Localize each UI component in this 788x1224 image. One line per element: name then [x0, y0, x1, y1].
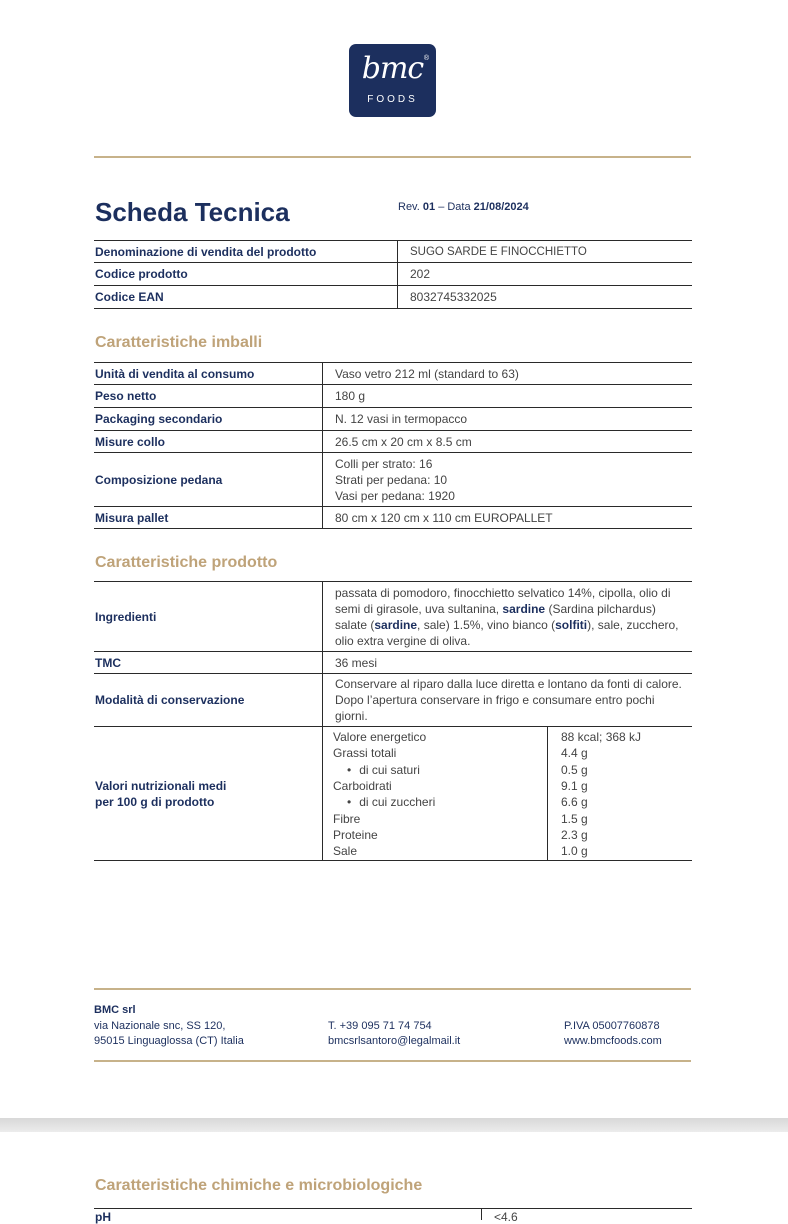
row-value: Conservare al riparo dalla luce diretta e lontano da fonti di calore. Dopo l’apertura conservare in frigo e consumare entro pochi giorni.: [323, 674, 693, 727]
header-divider: [94, 156, 691, 158]
table-row: [94, 507, 692, 529]
footer-divider-bottom: [94, 1060, 691, 1062]
nutrition-name: Carboidrati: [333, 778, 392, 793]
table-row: [94, 453, 692, 507]
footer-address-line: via Nazionale snc, SS 120,: [94, 1020, 226, 1032]
row-value: 36 mesi: [323, 652, 693, 674]
table-row: [94, 431, 692, 453]
table-row: [94, 286, 692, 309]
nutrition-names: [321, 727, 547, 861]
document-page-2: [0, 1132, 788, 1224]
table-row: [94, 652, 692, 674]
ingredients-text: passata di pomodoro, finocchietto selvatico 14%, cipolla, olio di semi di girasole, uva sultanina,: [335, 585, 671, 616]
nutrition-label-line: Valori nutrizionali medi: [95, 778, 227, 793]
page-separator: [0, 1118, 788, 1132]
row-value: SUGO SARDE E FINOCCHIETTO: [398, 241, 693, 263]
table-top-border: [94, 1208, 692, 1209]
ingredients-text: ), sale, zucchero, olio extra vergine di oliva.: [335, 617, 679, 648]
date-prefix: – Data: [438, 201, 471, 213]
product-info-table: [94, 240, 692, 309]
row-label: pH: [95, 1210, 111, 1224]
allergen-text: sardine: [374, 617, 418, 632]
logo-brand: bmc: [361, 51, 424, 86]
nutrition-name: Valore energetico: [333, 730, 427, 744]
page-title: Scheda Tecnica: [95, 197, 290, 227]
nutrition-values: [547, 727, 693, 861]
row-value: 80 cm x 120 cm x 110 cm EUROPALLET: [323, 507, 693, 529]
nutrition-value: 4.4 g: [561, 746, 588, 761]
row-label: Unità di vendita al consumo: [94, 363, 323, 385]
ingredients-value: [323, 582, 693, 652]
nutrition-value: 1.0 g: [561, 844, 588, 859]
rev-prefix: Rev.: [398, 201, 420, 213]
row-label: Misura pallet: [94, 507, 323, 529]
logo-registered-mark: ®: [423, 55, 429, 62]
row-label: Ingredienti: [94, 582, 323, 652]
pallet-line: Colli per strato: 16: [335, 456, 433, 471]
pallet-line: Vasi per pedana: 1920: [335, 488, 455, 503]
row-label: Codice prodotto: [94, 263, 398, 286]
nutrition-value: 2.3 g: [561, 827, 588, 842]
row-label: Packaging secondario: [94, 408, 323, 431]
row-label: [94, 727, 323, 861]
nutrition-value: 6.6 g: [561, 795, 588, 810]
row-label: TMC: [94, 652, 323, 674]
row-value: 26.5 cm x 20 cm x 8.5 cm: [323, 431, 693, 453]
bullet-icon: •: [347, 762, 352, 777]
bullet-icon: •: [347, 795, 352, 810]
nutrition-name: Proteine: [333, 827, 378, 842]
rev-number: 01: [422, 201, 436, 213]
nutrition-label-line: per 100 g di prodotto: [95, 794, 215, 809]
footer-website[interactable]: www.bmcfoods.com: [564, 1035, 662, 1047]
ingredients-text: (Sardina pilchardus) salate (: [335, 601, 656, 632]
bmc-foods-logo: [349, 44, 436, 117]
footer-vat: P.IVA 05007760878: [564, 1020, 660, 1032]
row-value: 8032745332025: [398, 286, 693, 309]
table-row: [94, 363, 692, 385]
ingredients-text: , sale) 1.5%, vino bianco (: [417, 617, 556, 632]
row-value: <4.6: [494, 1210, 518, 1224]
row-label: Denominazione di vendita del prodotto: [94, 241, 398, 263]
logo-sub: FOODS: [367, 94, 418, 105]
row-value: [323, 453, 693, 507]
nutrition-name: • di cui saturi: [347, 762, 420, 777]
row-label: Codice EAN: [94, 286, 398, 309]
nutrition-name: Fibre: [333, 811, 361, 826]
table-row: [94, 408, 692, 431]
row-value: 202: [398, 263, 693, 286]
section-title-product: Caratteristiche prodotto: [95, 554, 278, 571]
row-label: Composizione pedana: [94, 453, 323, 507]
packaging-table: [94, 362, 692, 529]
row-value: N. 12 vasi in termopacco: [323, 408, 693, 431]
row-value: 180 g: [323, 385, 693, 408]
footer-email[interactable]: bmcsrlsantoro@legalmail.it: [328, 1035, 461, 1047]
allergen-text: sardine: [502, 601, 546, 616]
row-label: Peso netto: [94, 385, 323, 408]
row-value: Vaso vetro 212 ml (standard to 63): [323, 363, 693, 385]
nutrition-value: 1.5 g: [561, 811, 588, 826]
rev-date: 21/08/2024: [473, 201, 529, 213]
table-col-divider: [481, 1208, 482, 1220]
nutrition-name: • di cui zuccheri: [347, 795, 436, 810]
footer-divider-top: [94, 988, 691, 990]
table-row: [94, 582, 692, 652]
nutrition-name: Sale: [333, 844, 358, 859]
table-row: [94, 674, 692, 727]
footer-phone: T. +39 095 71 74 754: [328, 1020, 432, 1032]
section-title-chemical: Caratteristiche chimiche e microbiologiche: [95, 1177, 423, 1194]
nutrition-table: [321, 727, 692, 861]
nutrition-value: 0.5 g: [561, 762, 588, 777]
revision-info: [398, 201, 529, 213]
footer-address-line: 95015 Linguaglossa (CT) Italia: [94, 1035, 244, 1047]
nutrition-value: 88 kcal; 368 kJ: [561, 730, 642, 744]
row-label: Modalità di conservazione: [94, 674, 323, 727]
footer-company: BMC srl: [94, 1004, 136, 1016]
allergen-text: solfiti: [555, 617, 588, 632]
nutrition-value: 9.1 g: [561, 778, 588, 793]
nutrition-name: Grassi totali: [333, 746, 397, 761]
row-label: Misure collo: [94, 431, 323, 453]
pallet-line: Strati per pedana: 10: [335, 472, 448, 487]
table-row: [94, 241, 692, 263]
table-row: [94, 263, 692, 286]
table-row: [94, 385, 692, 408]
section-title-packaging: Caratteristiche imballi: [95, 334, 263, 351]
